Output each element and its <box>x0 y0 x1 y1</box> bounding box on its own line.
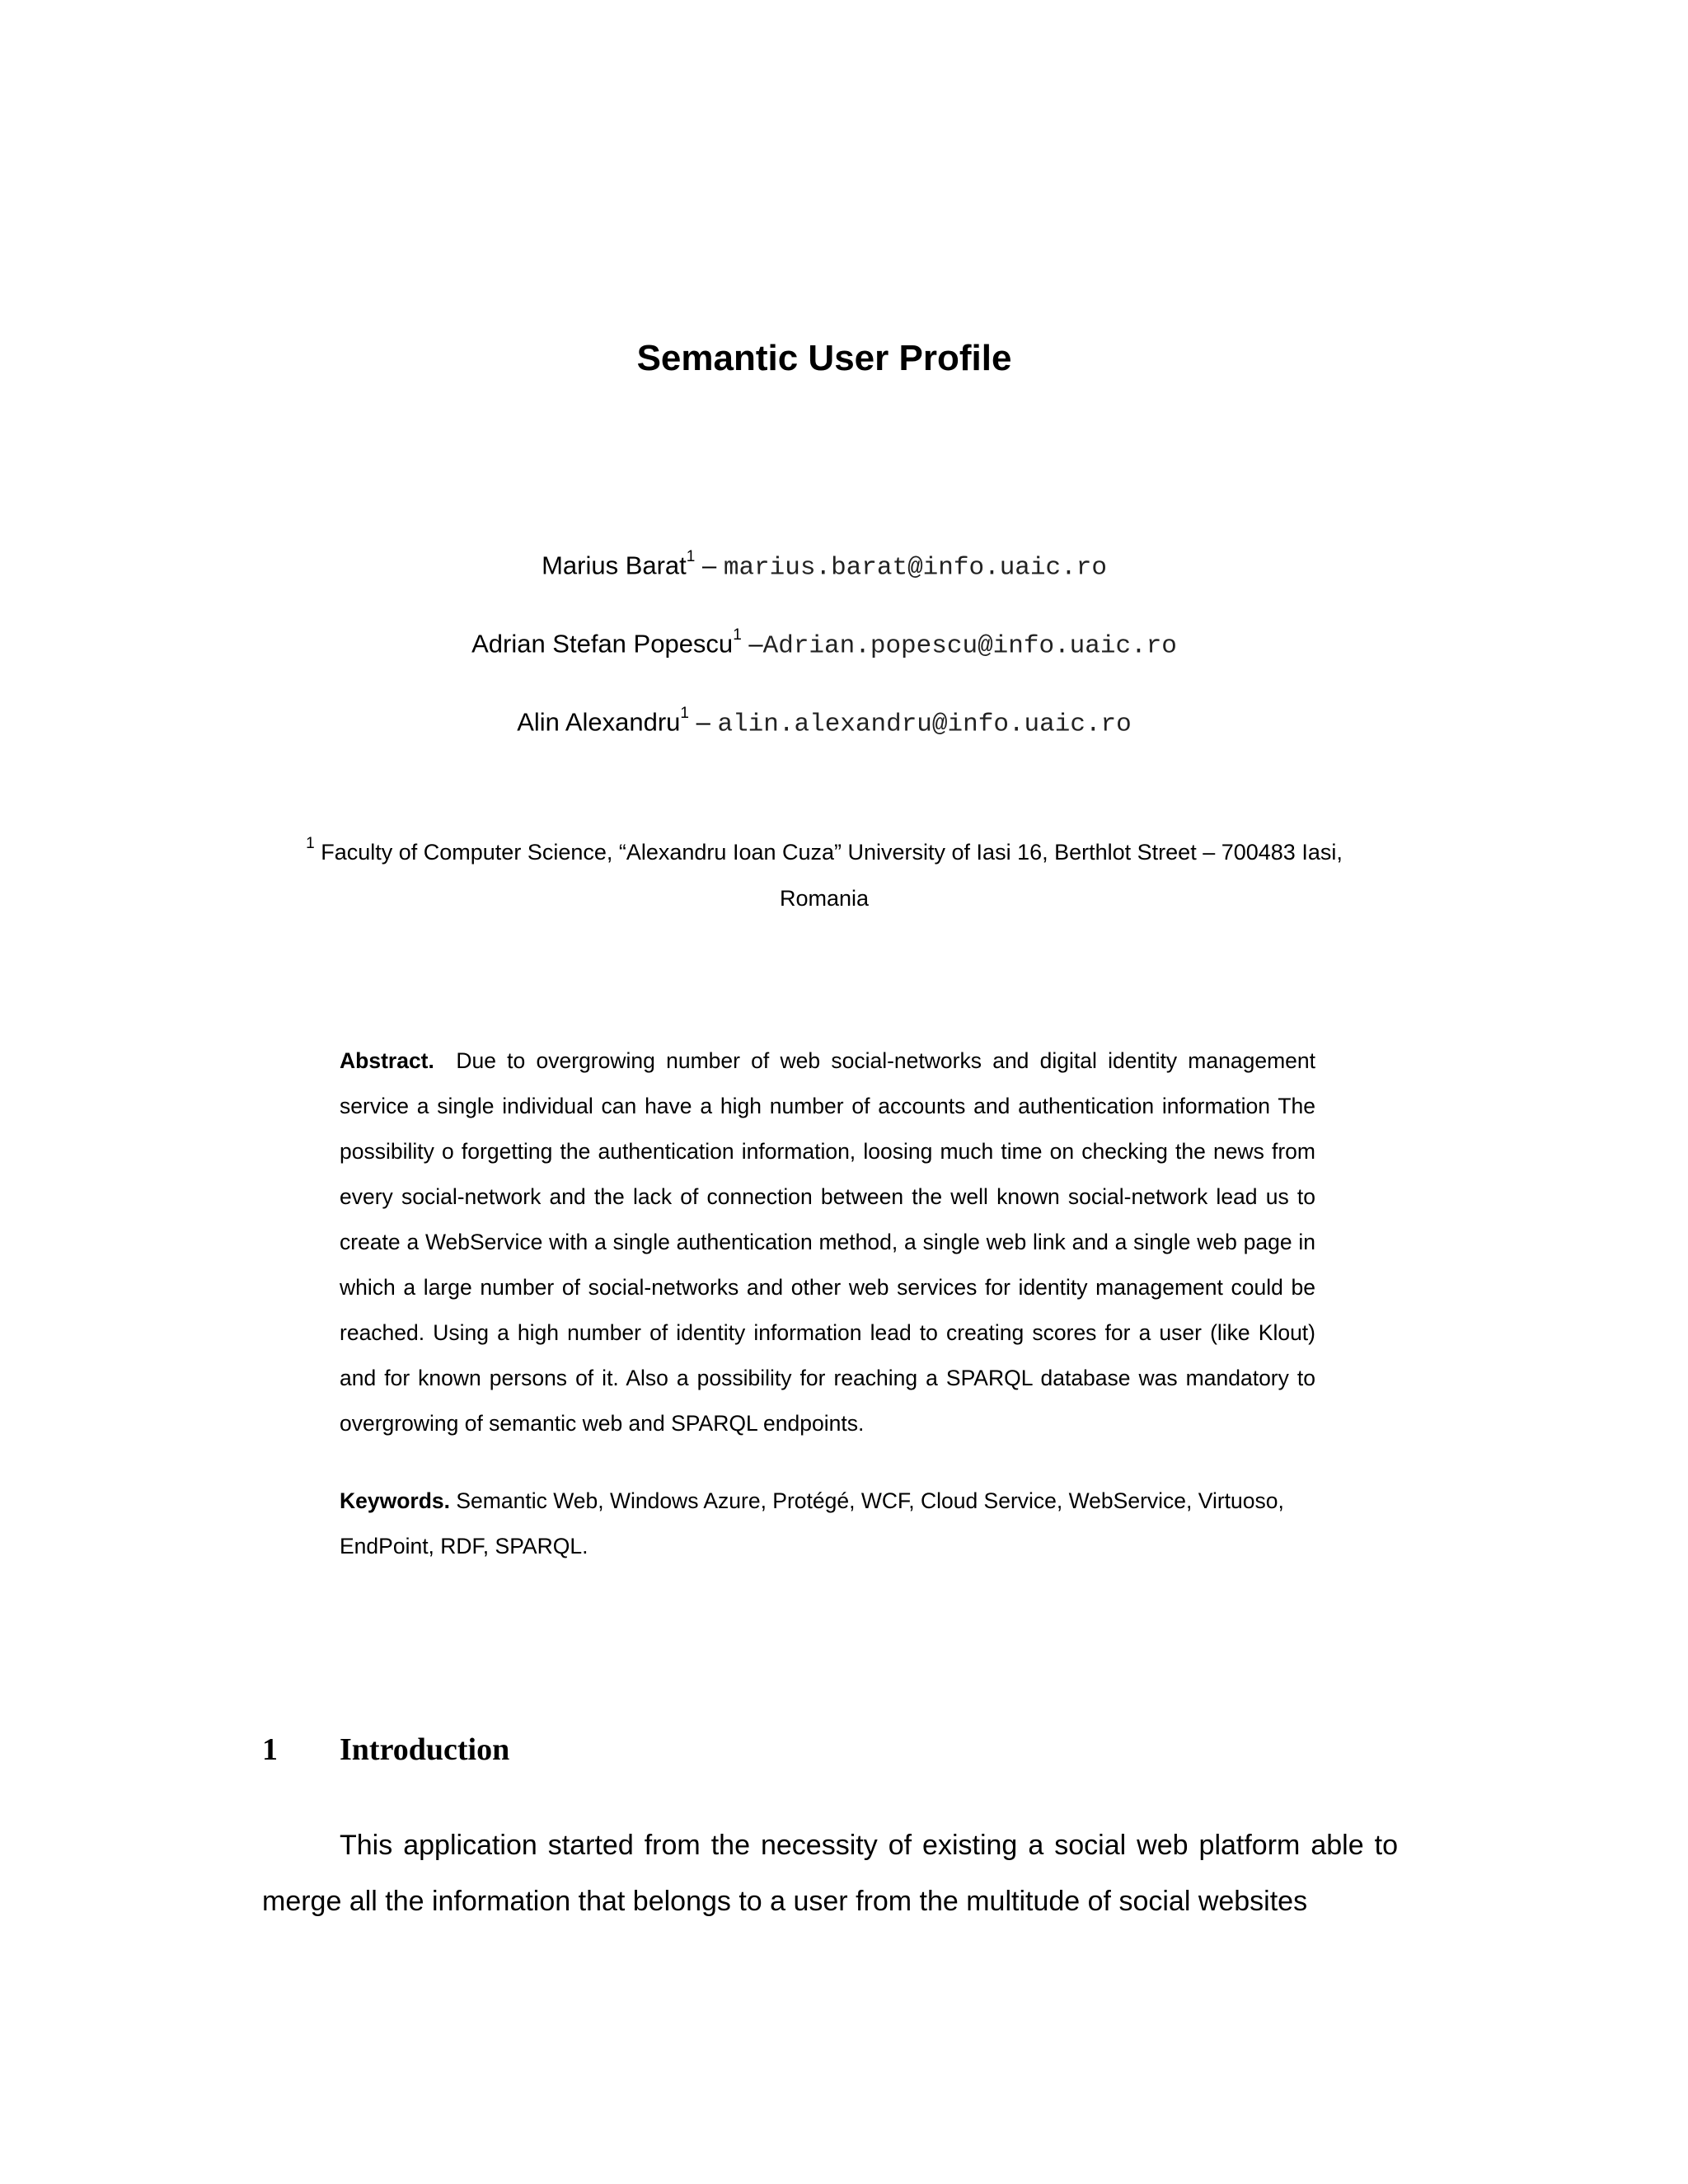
affiliation <box>264 824 1385 921</box>
author-name: Marius Barat <box>542 551 687 580</box>
author-line <box>0 622 1648 663</box>
keywords <box>340 1479 1315 1569</box>
author-name: Alin Alexandru <box>517 707 681 737</box>
author-line <box>0 544 1648 584</box>
author-email: Adrian.popescu@info.uaic.ro <box>762 631 1177 661</box>
section-title: Introduction <box>340 1732 510 1767</box>
page-title: Semantic User Profile <box>636 338 1012 378</box>
keywords-text: Semantic Web, Windows Azure, Protégé, WCF, Cloud Service, WebService, Virtuoso, EndPoint, RDF, SPARQL. <box>340 1488 1284 1558</box>
abstract-text: Due to overgrowing number of web social-networks and digital identity management service a single individual can have a high number of accounts and authentication information The possibility o forgetting the authentication information, loosing much time on checking the news from every social-network and the lack of connection between the well known social-network lead us to create a WebService with a single authentication method, a single web link and a single web page in which a large number of social-networks and other web services for identity management could be reached. Using a high number of identity information lead to creating scores for a user (like Klout) and for known persons of it. Also a possibility for reaching a SPARQL database was mandatory to overgrowing of semantic web and SPARQL endpoints. <box>340 1048 1315 1436</box>
author-separator: – <box>695 551 724 580</box>
author-separator: – <box>689 707 718 737</box>
author-name: Adrian Stefan Popescu <box>471 629 734 658</box>
abstract <box>340 1038 1315 1446</box>
author-affiliation-mark: 1 <box>733 626 742 644</box>
abstract-label: Abstract. <box>340 1048 434 1073</box>
author-line <box>0 701 1648 741</box>
section-number: 1 <box>262 1732 278 1767</box>
author-affiliation-mark: 1 <box>686 548 696 565</box>
affiliation-mark: 1 <box>306 835 315 852</box>
intro-paragraph: This application started from the necessity of existing a social web platform able to merge all the information that belongs to a user from the multitude of social websites <box>262 1830 1398 1917</box>
section-heading <box>262 1729 509 1770</box>
keywords-label: Keywords. <box>340 1488 451 1513</box>
author-email: alin.alexandru@info.uaic.ro <box>717 710 1132 739</box>
author-affiliation-mark: 1 <box>680 705 689 722</box>
affiliation-text: Faculty of Computer Science, “Alexandru Ioan Cuza” University of Iasi 16, Berthlot Street – 700483 Iasi, Romania <box>314 840 1343 911</box>
author-separator: – <box>741 629 763 658</box>
author-email: marius.barat@info.uaic.ro <box>723 553 1107 583</box>
